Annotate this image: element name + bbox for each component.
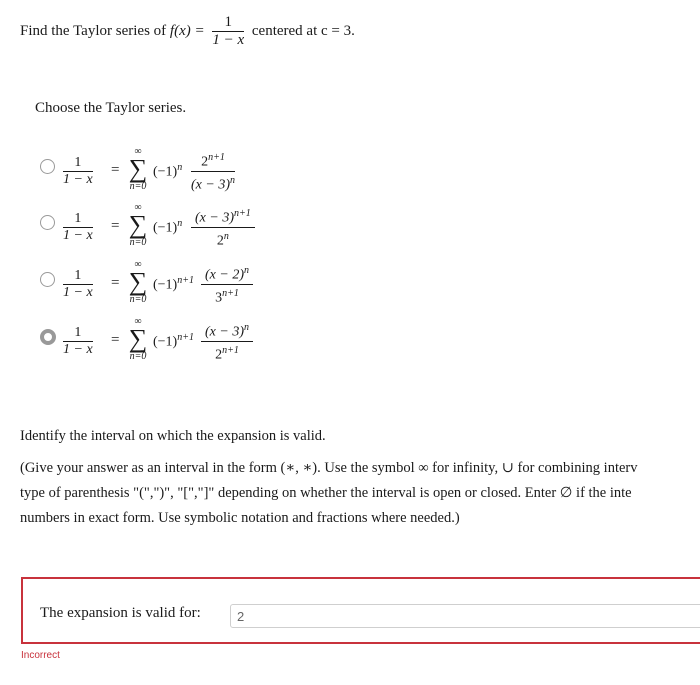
rhs-den-exp: n [230,174,235,186]
question-frac-denominator: 1 − x [212,32,245,48]
choose-label: Choose the Taylor series. [35,100,187,116]
sign-term [153,218,182,237]
option-0[interactable] [35,146,335,211]
sign-term [153,332,194,351]
option-1-radio[interactable] [40,215,55,230]
rhs-num-exp: n [244,265,249,276]
instructions-line-2: type of parenthesis "(",")", "[","]" depending on whether the interval is open or closed. Enter ∅ if the inte [20,485,632,501]
rhs-num-base: (x − 2) [205,267,244,283]
sign-exponent: n+1 [177,332,194,343]
lhs-numerator: 1 [63,155,93,172]
option-2-rhs [201,262,253,306]
rhs-den-base: 3 [215,290,223,306]
option-2-radio[interactable] [40,272,55,287]
sum-lower: n=0 [129,237,147,248]
summation-icon [125,147,151,193]
sign-exponent: n+1 [177,275,194,286]
instructions-line-1: (Give your answer as an interval in the form (∗, ∗). Use the symbol ∞ for infinity, ∪ for combining interv [20,460,638,476]
option-3-lhs [63,325,93,358]
interval-prompt: Identify the interval on which the expansion is valid. [20,428,326,444]
rhs-num-exp: n+1 [208,152,225,163]
sum-upper: ∞ [134,316,142,327]
summation-icon [125,260,151,306]
sum-upper: ∞ [134,146,142,157]
equals-sign: = [111,275,120,291]
question-text [20,14,355,49]
lhs-denominator: 1 − x [63,228,93,243]
option-3-rhs [201,319,253,363]
sign-base: (−1) [153,334,178,350]
lhs-numerator: 1 [63,268,93,285]
sum-lower: n=0 [129,351,147,362]
rhs-den-base: (x − 3) [191,177,230,193]
rhs-num-base: (x − 3) [195,210,234,226]
option-3[interactable] [35,316,335,381]
sum-symbol: ∑ [128,324,148,353]
answer-label: The expansion is valid for: [40,605,201,621]
sign-exponent: n [177,218,183,229]
sum-upper: ∞ [134,202,142,213]
option-0-lhs [63,155,93,188]
rhs-num-base: 2 [201,154,209,170]
rhs-den-exp: n [223,230,229,242]
sum-symbol: ∑ [128,210,148,239]
sum-symbol: ∑ [128,154,148,183]
answer-input[interactable] [230,604,700,628]
option-1[interactable] [35,202,335,267]
lhs-denominator: 1 − x [63,342,93,357]
lhs-numerator: 1 [63,325,93,342]
equals-sign: = [111,218,120,234]
lhs-denominator: 1 − x [63,172,93,187]
option-0-rhs [191,149,235,193]
question-suffix: centered at c = 3. [248,22,355,39]
question-function: f(x) = [169,22,209,39]
option-2-lhs [63,268,93,301]
rhs-den-exp: n+1 [222,344,239,356]
sign-base: (−1) [153,220,178,236]
option-3-radio[interactable] [40,329,56,345]
sign-exponent: n [177,162,183,173]
option-1-lhs [63,211,93,244]
question-fraction [212,14,244,49]
question-frac-numerator: 1 [212,14,244,32]
equals-sign: = [111,162,120,178]
lhs-denominator: 1 − x [63,285,93,300]
feedback-incorrect: Incorrect [21,650,60,661]
rhs-den-base: 2 [215,347,223,363]
rhs-den-base: 2 [216,233,224,249]
rhs-num-exp: n [244,322,249,333]
rhs-den-exp: n+1 [222,287,239,299]
sum-upper: ∞ [134,259,142,270]
sum-lower: n=0 [129,294,147,305]
instructions-line-3: numbers in exact form. Use symbolic notation and fractions where needed.) [20,510,460,526]
option-2[interactable] [35,259,335,324]
sign-term [153,162,182,181]
summation-icon [125,203,151,249]
option-0-radio[interactable] [40,159,55,174]
sign-term [153,275,194,294]
summation-icon [125,317,151,363]
sign-base: (−1) [153,277,178,293]
sum-symbol: ∑ [128,267,148,296]
equals-sign: = [111,332,120,348]
sum-lower: n=0 [129,181,147,192]
lhs-numerator: 1 [63,211,93,228]
rhs-num-exp: n+1 [234,208,251,219]
option-1-rhs [191,205,255,249]
question-prefix: Find the Taylor series of [20,22,170,39]
sign-base: (−1) [153,164,178,180]
answer-panel [21,577,700,644]
rhs-num-base: (x − 3) [205,324,244,340]
